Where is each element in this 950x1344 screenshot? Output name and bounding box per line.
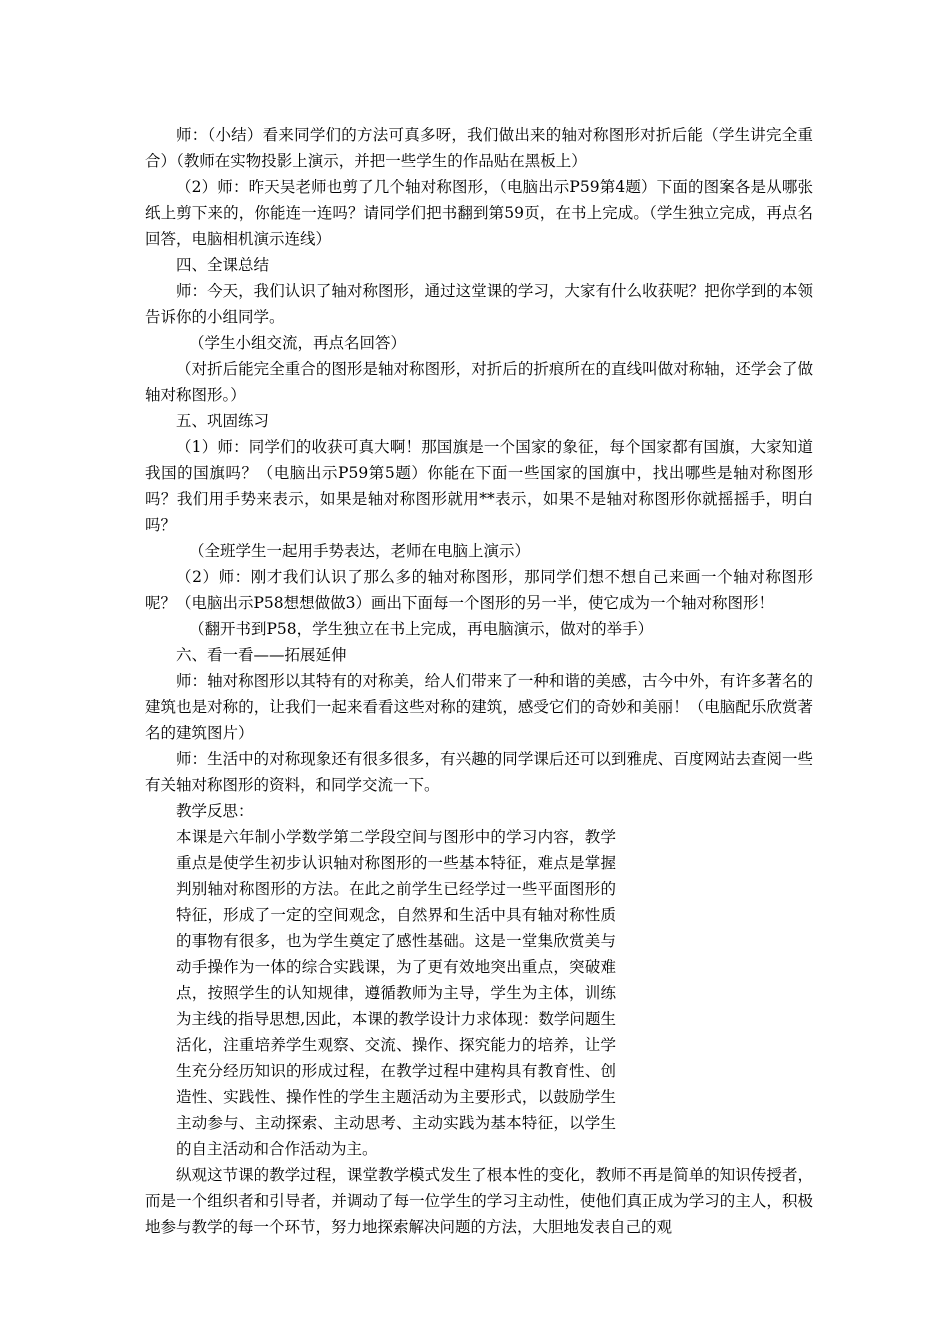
paragraph-summary: 师：（小结）看来同学们的方法可真多呀，我们做出来的轴对称图形对折后能（学生讲完全重合）（教师在实物投影上演示，并把一些学生的作品贴在黑板上） [145,126,813,170]
paragraph-architecture: 师：轴对称图形以其特有的对称美，给人们带来了一种和谐的美感，古今中外，有许多著名的建筑也是对称的，让我们一起来看看这些对称的建筑，感受它们的奇妙和美丽！（电脑配乐欣赏著名的建筑图片） [145,672,813,742]
paragraph-teacher-question: 师：今天，我们认识了轴对称图形，通过这堂课的学习，大家有什么收获呢？把你学到的本领告诉你的小组同学。 [145,282,813,326]
document-page [145,122,813,1240]
section-heading-reflection: 教学反思： [176,802,254,820]
paragraph-exercise-2: （2）师：昨天吴老师也剪了几个轴对称图形，（电脑出示P59第4题）下面的图案各是从哪张纸上剪下来的，你能连一连吗？请同学们把书翻到第59页，在书上完成。（学生独立完成，再点名回答，电脑相机演示连线） [145,178,813,248]
section-heading-extension: 六、看一看——拓展延伸 [176,646,347,664]
paragraph-gesture: （全班学生一起用手势表达，老师在电脑上演示） [189,542,531,560]
paragraph-further-reading: 师：生活中的对称现象还有很多很多，有兴趣的同学课后还可以到雅虎、百度网站去查阅一些有关轴对称图形的资料，和同学交流一下。 [145,750,813,794]
paragraph-group-exchange: （学生小组交流，再点名回答） [189,334,407,352]
section-heading-summary: 四、全课总结 [176,256,270,274]
reflection-body: 本课是六年制小学数学第二学段空间与图形中的学习内容，教学重点是使学生初步认识轴对称图形的一些基本特征，难点是掌握判别轴对称图形的方法。在此之前学生已经学过一些平面图形的特征，形成了一定的空间观念，自然界和生活中具有轴对称性质的事物有很多，也为学生奠定了感性基础。这是一堂集欣赏美与动手操作为一体的综合实践课，为了更有效地突出重点，突破难点，按照学生的认知规律，遵循教师为主导，学生为主体，训练为主线的指导思想,因此，本课的教学设计力求体现：数学问题生活化，注重培养学生观察、交流、操作、探究能力的培养，让学生充分经历知识的形成过程，在教学过程中建构具有教育性、创造性、实践性、操作性的学生主题活动为主要形式，以鼓励学生主动参与、主动探索、主动思考、主动实践为基本特征，以学生的自主活动和合作活动为主。 [176,828,616,1158]
paragraph-draw-exercise: （2）师：刚才我们认识了那么多的轴对称图形，那同学们想不想自己来画一个轴对称图形呢？（电脑出示P58想想做做3）画出下面每一个图形的另一半，使它成为一个轴对称图形！ [145,568,813,612]
paragraph-definition: （对折后能完全重合的图形是轴对称图形，对折后的折痕所在的直线叫做对称轴，还学会了做轴对称图形。） [145,360,813,404]
paragraph-book-practice: （翻开书到P58，学生独立在书上完成，再电脑演示，做对的举手） [189,620,654,638]
paragraph-closing: 纵观这节课的教学过程，课堂教学模式发生了根本性的变化，教师不再是简单的知识传授者，而是一个组织者和引导者，并调动了每一位学生的学习主动性，使他们真正成为学习的主人，积极地参与教学的每一个环节，努力地探索解决问题的方法，大胆地发表自己的观 [145,1166,813,1236]
paragraph-flag-exercise: （1）师：同学们的收获可真大啊！那国旗是一个国家的象征，每个国家都有国旗，大家知道我国的国旗吗？（电脑出示P59第5题）你能在下面一些国家的国旗中，找出哪些是轴对称图形吗？我们用手势来表示，如果是轴对称图形就用**表示，如果不是轴对称图形你就摇摇手，明白吗？ [145,438,813,534]
section-heading-practice: 五、巩固练习 [176,412,270,430]
